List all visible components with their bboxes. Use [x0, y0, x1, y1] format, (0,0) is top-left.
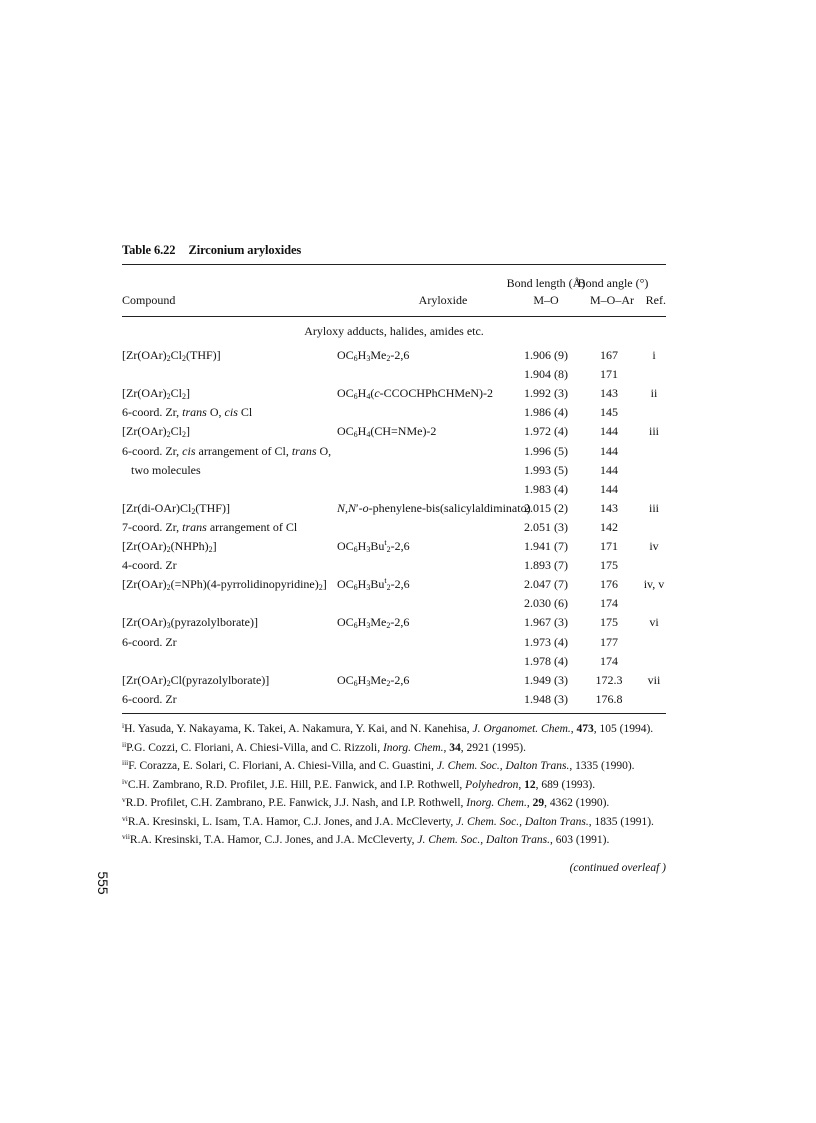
cell-bond-angle: 176.8	[595, 691, 623, 706]
cell-aryloxide: $OC_6H_3Me_2-2,6$	[337, 672, 410, 688]
header-bond-length-mo: M–O	[533, 293, 559, 307]
header-bond-length: Bond length (Å)	[506, 276, 586, 290]
cell-bond-length: 1.967 (3)	[524, 615, 568, 630]
cell-bond-length: 1.949 (3)	[524, 672, 568, 687]
cell-ref: vi	[649, 615, 659, 630]
footnote-mark: iv	[122, 776, 128, 786]
cell-bond-angle: 142	[600, 519, 618, 534]
header-bond-angle: Bond angle (°)	[577, 276, 649, 290]
footnote-mark: i	[122, 721, 125, 730]
cell-bond-angle: 172.3	[595, 672, 623, 687]
footnote-mark: v	[122, 795, 126, 804]
cell-aryloxide: $OC_6H_4(CH=NMe)-2$	[337, 424, 437, 440]
page-number: 555	[95, 871, 111, 895]
cell-bond-angle: 145	[600, 405, 618, 420]
cell-ref: iv	[649, 539, 659, 553]
cell-compound: $[Zr(di-OAr)Cl_2(THF)]$	[122, 500, 230, 516]
cell-ref: i	[652, 348, 656, 362]
cell-compound: $[Zr(OAr)_2(NHPh)_2]$	[122, 539, 217, 554]
cell-bond-angle: 174	[600, 596, 618, 611]
footnote-mark: vi	[122, 813, 128, 823]
footnote-i: $^i$H. Yasuda, Y. Nakayama, K. Takei, A. Nakamura, Y. Kai, and N. Kanehisa, J. Organomet. Chem., 473, 105 (1994).	[122, 721, 654, 735]
cell-bond-angle: 175	[600, 615, 618, 630]
cell-bond-length: 2.030 (6)	[524, 596, 568, 611]
cell-compound: 4-coord. Zr	[122, 558, 177, 573]
footnote-iv: $^{iv}$C.H. Zambrano, R.D. Profilet, J.E. Hill, P.E. Fanwick, and I.P. Rothwell, Polyhedron, 12, 689 (1993).	[122, 776, 596, 791]
cell-bond-length: 2.015 (2)	[524, 500, 568, 515]
cell-bond-length: 1.904 (8)	[524, 367, 568, 382]
cell-aryloxide: $OC_6H_3Bu^t_2-2,6$	[337, 538, 410, 554]
cell-bond-length: 1.906 (9)	[524, 348, 568, 362]
cell-compound: $[Zr(OAr)_2(=NPh)(4-pyrrolidinopyridine)_2]$	[122, 577, 327, 593]
cell-bond-length: 1.893 (7)	[524, 558, 568, 573]
cell-bond-length: 1.992 (3)	[524, 386, 568, 401]
header-ref: Ref.	[645, 293, 666, 307]
cell-bond-angle: 143	[600, 500, 618, 515]
footnote-v: $^v$R.D. Profilet, C.H. Zambrano, P.E. Fanwick, J.J. Nash, and I.P. Rothwell, Inorg. Chem., 29, 4362 (1990).	[122, 795, 610, 809]
cell-compound: 6-coord. Zr	[122, 691, 177, 706]
cell-aryloxide: $OC_6H_4(c-CCOCHPhCHMeN)-2$	[337, 386, 494, 402]
cell-bond-length: 1.986 (4)	[524, 405, 568, 420]
footnote-ii: $^{ii}$P.G. Cozzi, C. Floriani, A. Chiesi-Villa, and C. Rizzoli, Inorg. Chem., 34, 2921 (1995).	[122, 739, 526, 754]
cell-bond-angle: 171	[600, 539, 618, 553]
cell-compound: two molecules	[122, 462, 201, 477]
header-aryloxide: Aryloxide	[418, 293, 468, 307]
cell-compound: 7-coord. Zr, trans arrangement of Cl	[122, 519, 298, 534]
cell-compound: $[Zr(OAr)_2Cl_2]$	[122, 424, 190, 440]
cell-compound: 6-coord. Zr	[122, 634, 177, 649]
cell-aryloxide: N,N′-o-phenylene-bis(salicylaldiminato)	[337, 500, 531, 515]
footnote-mark: ii	[122, 739, 127, 749]
cell-bond-length: 1.978 (4)	[524, 653, 568, 668]
cell-bond-angle: 143	[600, 386, 618, 401]
cell-bond-angle: 144	[600, 443, 618, 458]
cell-bond-length: 1.973 (4)	[524, 634, 568, 649]
cell-ref: ii	[650, 386, 658, 401]
cell-ref: iv, v	[643, 577, 665, 592]
cell-compound: 6-coord. Zr, trans O, cis Cl	[122, 405, 253, 420]
cell-bond-angle: 171	[600, 367, 618, 382]
cell-ref: vii	[647, 672, 661, 687]
cell-bond-length: 1.996 (5)	[524, 443, 568, 458]
cell-aryloxide: $OC_6H_3Bu^t_2-2,6$	[337, 576, 410, 593]
table-bottom-rule	[122, 713, 666, 714]
cell-compound: 6-coord. Zr, cis arrangement of Cl, trans O,	[122, 443, 332, 458]
cell-compound: $[Zr(OAr)_2Cl(pyrazolylborate)]$	[122, 672, 270, 688]
cell-bond-length: 2.047 (7)	[524, 577, 568, 592]
footnote-iii: $^{iii}$F. Corazza, E. Solari, C. Floriani, A. Chiesi-Villa, and C. Guastini, J. Chem. Soc., Dalton Trans., 1335 (1990).	[122, 758, 635, 772]
cell-bond-length: 1.993 (5)	[524, 462, 568, 477]
cell-bond-angle: 144	[600, 424, 618, 439]
cell-bond-angle: 174	[600, 653, 618, 668]
table-title: Zirconium aryloxides	[188, 243, 302, 257]
cell-bond-length: 1.941 (7)	[524, 539, 568, 553]
cell-bond-angle: 177	[600, 634, 618, 649]
cell-bond-angle: 167	[600, 348, 618, 362]
group-title: Aryloxy adducts, halides, amides etc.	[304, 324, 484, 338]
cell-aryloxide: $OC_6H_3Me_2-2,6$	[337, 348, 410, 363]
cell-bond-angle: 144	[600, 481, 618, 496]
cell-bond-length: 1.972 (4)	[524, 424, 568, 439]
cell-bond-angle: 176	[600, 577, 618, 592]
cell-compound: $[Zr(OAr)_2Cl_2]$	[122, 386, 190, 402]
cell-bond-length: 1.983 (4)	[524, 481, 568, 496]
cell-ref: iii	[648, 500, 660, 515]
footnote-vii: $^{vii}$R.A. Kresinski, T.A. Hamor, C.J. Jones, and J.A. McCleverty, J. Chem. Soc., Dalton Trans., 603 (1991).	[122, 832, 610, 846]
cell-compound: $[Zr(OAr)_2Cl_2(THF)]$	[122, 348, 221, 363]
footnote-mark: vii	[122, 832, 130, 841]
cell-bond-angle: 144	[600, 462, 618, 477]
cell-compound: $[Zr(OAr)_3(pyrazolylborate)]$	[122, 615, 258, 631]
footnote-vi: $^{vi}$R.A. Kresinski, L. Isam, T.A. Hamor, C.J. Jones, and J.A. McCleverty, J. Chem. Soc., Dalton Trans., 1835 (1991).	[122, 813, 654, 828]
header-compound: Compound	[122, 293, 176, 307]
cell-ref: iii	[648, 424, 660, 439]
cell-bond-angle: 175	[600, 558, 618, 573]
cell-bond-length: 1.948 (3)	[524, 691, 568, 706]
footnote-mark: iii	[122, 758, 129, 767]
table-number: Table 6.22	[122, 243, 176, 257]
header-bond-angle-moar: M–O–Ar	[590, 293, 634, 307]
cell-aryloxide: $OC_6H_3Me_2-2,6$	[337, 615, 410, 631]
continued-note: (continued overleaf )	[569, 862, 666, 874]
cell-bond-length: 2.051 (3)	[524, 519, 568, 534]
